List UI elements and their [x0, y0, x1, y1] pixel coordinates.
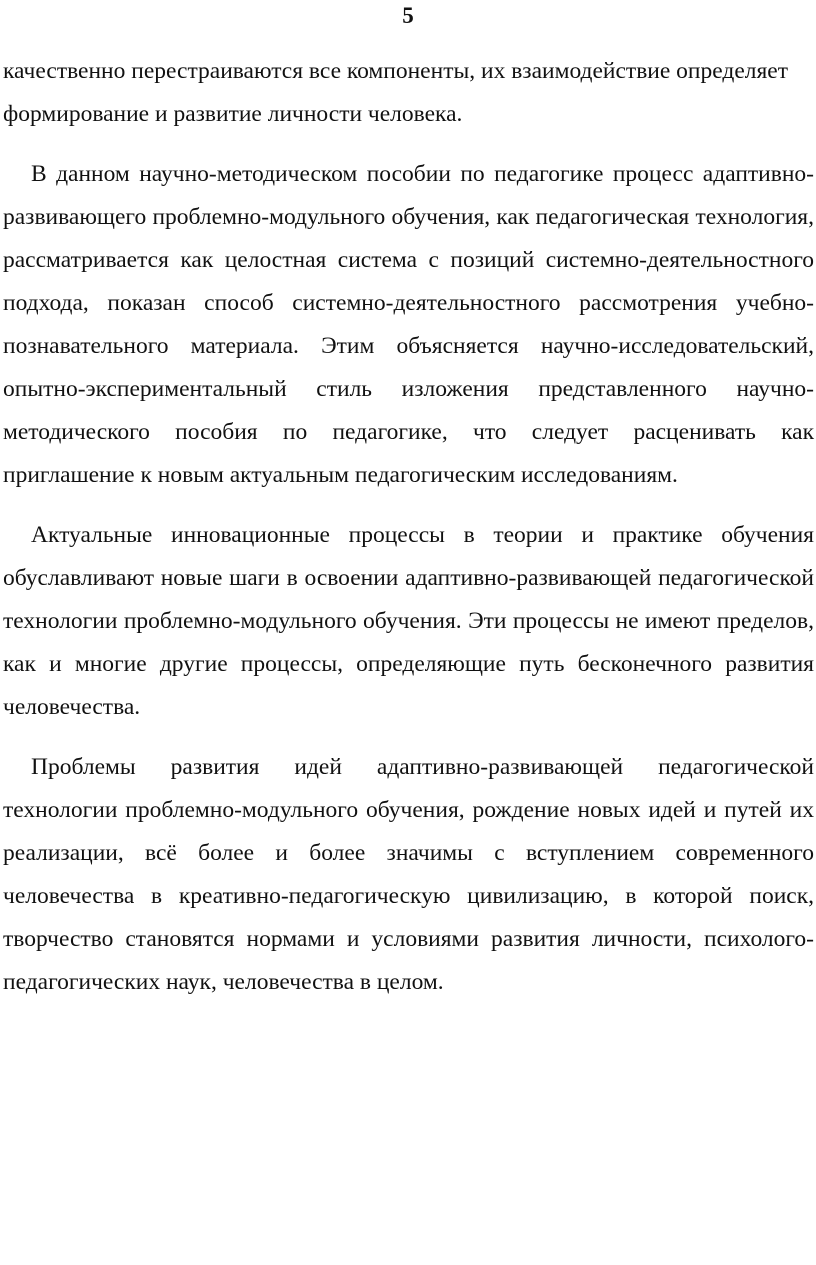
body-text: [3, 50, 814, 1004]
page-number: 5: [402, 3, 414, 28]
paragraph-continuation: качественно перестраиваются все компоненты, их взаимодействие определяет формирование и развитие личности человека.: [3, 58, 788, 127]
paragraph-innovation: Актуальные инновационные процессы в теории и практике обучения обуславливают новые шаги в освоении адаптивно-развивающей педагогической технологии проблемно-модульного обучения. Эти процессы не имеют пределов, как и многие другие процессы, определяющие путь бесконечного развития человечества.: [3, 522, 814, 720]
paragraph-spacing: [3, 729, 814, 746]
paragraph-methodology: В данном научно-методическом пособии по педагогике процесс адаптивно-развивающего проблемно-модульного обучения, как педагогическая технология, рассматривается как целостная система с позиций системно-деятельностного подхода, показан способ системно-деятельностного рассмотрения учебно-познавательного материала. Этим объясняется научно-исследовательский, опытно-экспериментальный стиль изложения представленного научно-методического пособия по педагогике, что следует расценивать как приглашение к новым актуальным педагогическим исследованиям.: [3, 161, 814, 488]
paragraph-problems: Проблемы развития идей адаптивно-развивающей педагогической технологии проблемно-модульного обучения, рождение новых идей и путей их реализации, всё более и более значимы с вступлением современного человечества в креативно-педагогическую цивилизацию, в которой поиск, творчество становятся нормами и условиями развития личности, психолого-педагогических наук, человечества в целом.: [3, 754, 814, 995]
paragraph-spacing: [3, 136, 814, 153]
paragraph-spacing: [3, 497, 814, 514]
